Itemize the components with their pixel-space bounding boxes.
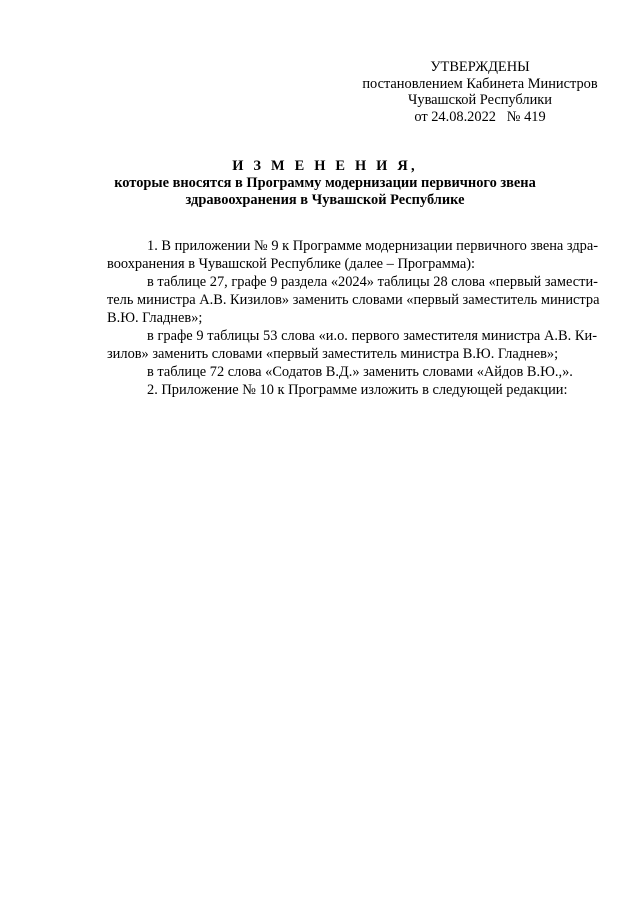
paragraph-line: В.Ю. Гладнев»; — [107, 310, 203, 326]
paragraph-4 — [107, 363, 597, 381]
paragraph-line: 2. Приложение № 10 к Программе изложить в следующей редакции: — [147, 382, 568, 398]
paragraph-2 — [107, 273, 600, 327]
paragraph-5 — [107, 381, 597, 399]
document-subtitle-line-2: здравоохранения в Чувашской Республике — [185, 192, 465, 208]
paragraph-line: зилов» заменить словами «первый заместитель министра В.Ю. Гладнев»; — [107, 346, 559, 362]
paragraph-3 — [107, 327, 597, 363]
approval-republic: Чувашской Республики — [408, 92, 552, 108]
document-subtitle-line-1: которые вносятся в Программу модернизации первичного звена — [114, 175, 536, 191]
paragraph-line: тель министра А.В. Кизилов» заменить словами «первый заместитель министра — [107, 292, 600, 308]
paragraph-line: в графе 9 таблицы 53 слова «и.о. первого заместителя министра А.В. Ки- — [147, 328, 597, 344]
document-title: И З М Е Н Е Н И Я, — [232, 158, 418, 174]
paragraph-line: в таблице 27, графе 9 раздела «2024» таблицы 28 слова «первый замести- — [147, 274, 598, 290]
paragraph-line: в таблице 72 слова «Содатов В.Д.» заменить словами «Айдов В.Ю.,». — [147, 364, 573, 380]
approval-issuer: постановлением Кабинета Министров — [362, 75, 598, 92]
paragraph-1 — [107, 237, 597, 273]
paragraph-line: воохранения в Чувашской Республике (далее – Программа): — [107, 256, 476, 272]
document-body — [107, 237, 600, 399]
document-heading — [90, 158, 560, 209]
approval-title: УТВЕРЖДЕНЫ — [430, 59, 530, 75]
approval-date-number: от 24.08.2022 № 419 — [414, 108, 546, 125]
approval-stamp — [360, 59, 600, 125]
paragraph-line: 1. В приложении № 9 к Программе модернизации первичного звена здра- — [147, 238, 599, 254]
